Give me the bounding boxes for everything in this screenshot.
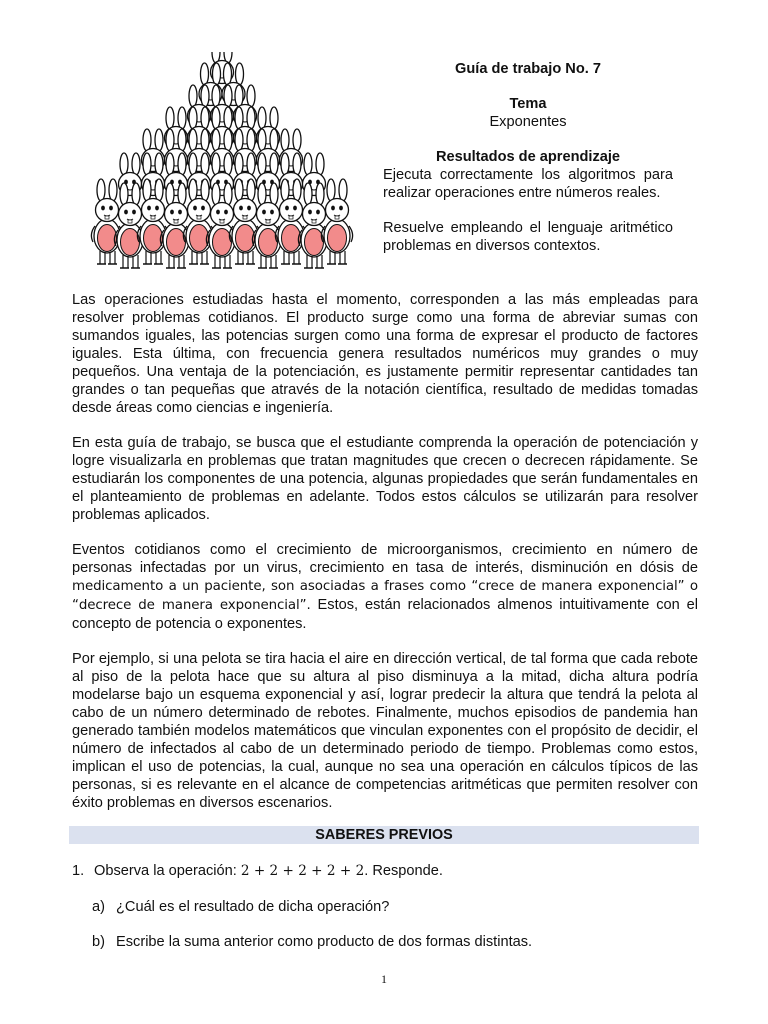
question-1 — [72, 862, 443, 880]
page-number: 1 — [381, 972, 387, 986]
question-1b-text: Escribe la suma anterior como producto de dos formas distintas. — [116, 934, 533, 950]
intro-body — [72, 291, 698, 829]
question-1b — [92, 933, 532, 951]
guide-header — [383, 60, 673, 255]
rabbit-pyramid-illustration — [66, 52, 378, 278]
question-1-text-before: Observa la operación: — [94, 863, 241, 879]
paragraph-2: En esta guía de trabajo, se busca que el estudiante comprenda la operación de potenciación y logre visualizarla en problemas que tratan magnitudes que crecen o decrecen rápidamente. Se estudiarán los componentes de una potencia, algunas propiedades que serán fundamentales en el planteamiento de problemas en adelante. Todos estos cálculos se utilizarán para resolver problemas aplicados. — [72, 435, 698, 523]
question-1-number: 1. — [72, 863, 85, 879]
paragraph-3-part-b: medicamento a un paciente, son asociadas a frases como “crece de manera exponencial” o “decrece de manera exponencial”. — [72, 579, 698, 613]
paragraph-3 — [72, 541, 698, 633]
question-1-text-after: . Responde. — [364, 863, 443, 879]
rabbit-figure — [321, 179, 352, 264]
paragraph-4: Por ejemplo, si una pelota se tira hacia el aire en dirección vertical, de tal forma que cada rebote al piso de la pelota hace que su altura al piso disminuya a la mitad, dicha altura podría modelarse bajo un esquema exponencial y así, lograr predecir la altura que tendrá la pelota al cabo de un número determinado de rebotes. Finalmente, muchos episodios de pandemia han generado también modelos matemáticos que vinculan exponentes con el propósito de decidir, el número de infectados al cabo de un determinado periodo de tiempo. Problemas como estos, implican el uso de potencias, la cual, aunque no sea una operación en cálculos típicos de las personas, si es relevante en el alcance de competencias aritméticas que permiten resolver con éxito problemas en diversos escenarios. — [72, 651, 698, 811]
learning-result-1: Ejecuta correctamente los algoritmos para realizar operaciones entre números reales. — [383, 167, 673, 201]
results-label: Resultados de aprendizaje — [435, 149, 621, 165]
question-1a-text: ¿Cuál es el resultado de dicha operación? — [116, 899, 390, 915]
tema-value: Exponentes — [489, 114, 567, 130]
question-1-math: 2 + 2 + 2 + 2 + 2 — [240, 863, 365, 879]
paragraph-3-part-c: Estos, están relacionados almenos intuitivamente con el concepto de potencia o exponentes. — [72, 597, 698, 632]
section-banner: SABERES PREVIOS — [69, 826, 699, 844]
tema-label: Tema — [509, 96, 547, 112]
question-1b-letter: b) — [92, 934, 105, 950]
rabbit-figure — [91, 179, 122, 264]
paragraph-1: Las operaciones estudiadas hasta el momento, corresponden a las más empleadas para resolver problemas cotidianos. El producto surge como una forma de abreviar sumas con sumandos iguales, las potencias surgen como una forma de expresar el producto de factores iguales. Esta última, con frecuencia genera resultados numéricos muy grandes o muy pequeños. Una ventaja de la potenciación, es justamente permitir representar cantidades tan grandes o tan pequeñas que através de la notación científica, resultado de medidas tomadas desde áreas como ciencias e ingeniería. — [72, 292, 698, 416]
question-1a-letter: a) — [92, 899, 105, 915]
paragraph-3-part-a: Eventos cotidianos como el crecimiento de microorganismos, crecimiento en número de personas infectadas por un virus, crecimiento en tasa de interés, disminución en dósis de — [72, 542, 698, 576]
question-1a — [92, 898, 389, 916]
guide-title: Guía de trabajo No. 7 — [455, 61, 601, 77]
learning-result-2: Resuelve empleando el lenguaje aritmético problemas en diversos contextos. — [383, 220, 673, 254]
